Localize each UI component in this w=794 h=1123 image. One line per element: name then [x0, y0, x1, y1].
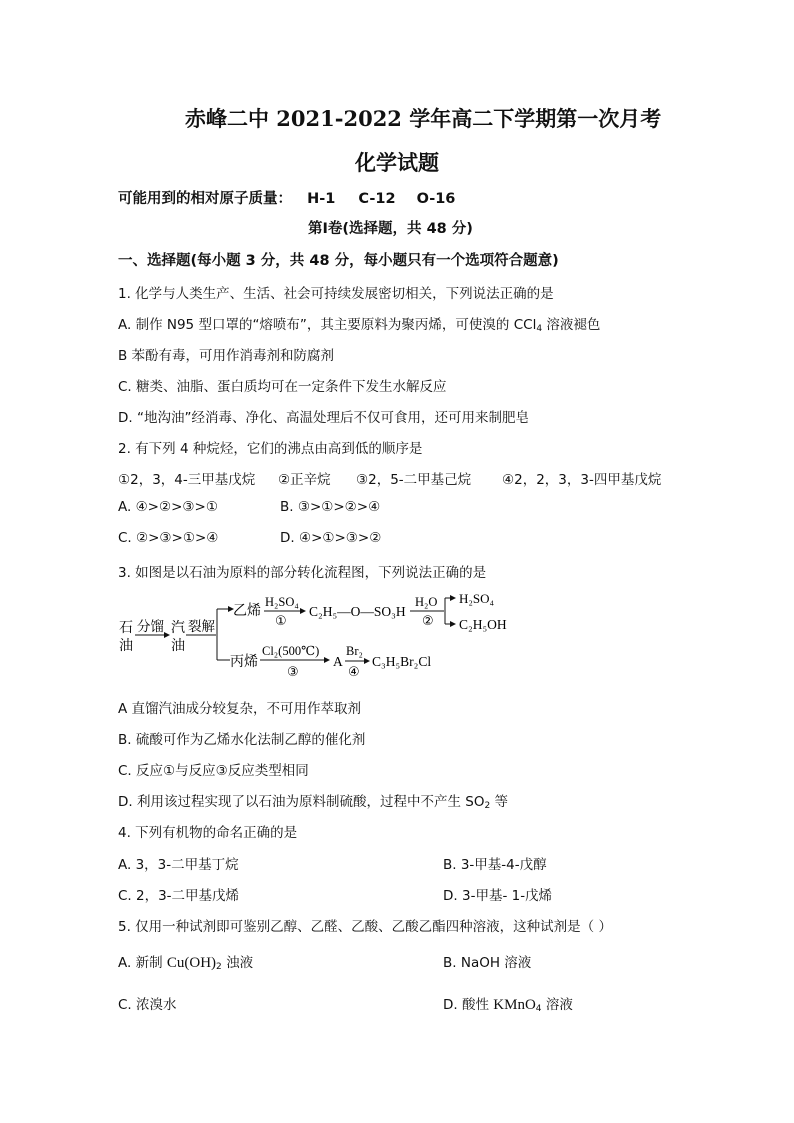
- flow-r1-product: C₂H₅—O—SO₃H: [309, 604, 406, 619]
- flow-propylene: 丙烯: [230, 654, 258, 670]
- flow-r2-product-1: H₂SO₄: [459, 591, 495, 606]
- flow-r1-reagent: H₂SO₄: [265, 595, 299, 609]
- atomic-mass-o: O-16: [416, 191, 456, 207]
- flow-gasoline-top: 汽: [171, 620, 185, 636]
- atomic-mass-c: C-12: [358, 191, 396, 207]
- q2-item-2: ②正辛烷: [278, 472, 331, 488]
- atomic-mass-h: H-1: [307, 191, 336, 207]
- q5-option-c: C. 浓溴水: [118, 997, 177, 1013]
- q2-option-d: D. ④>①>③>②: [280, 530, 382, 546]
- flow-r4-reagent: Br₂: [346, 644, 363, 658]
- q1-option-b: B 苯酚有毒，可用作消毒剂和防腐剂: [118, 348, 335, 364]
- q1-option-c: C. 糖类、油脂、蛋白质均可在一定条件下发生水解反应: [118, 379, 447, 395]
- flow-r3-reagent: Cl₂(500℃): [262, 644, 320, 658]
- part-heading: 一、选择题(每小题 3 分，共 48 分，每小题只有一个选项符合题意): [118, 253, 559, 269]
- q5-option-b: B. NaOH 溶液: [443, 955, 532, 971]
- q2-item-3: ③2，5-二甲基己烷: [356, 472, 472, 488]
- q5-a-post: 浊液: [221, 955, 254, 971]
- flow-r4-number: ④: [348, 665, 360, 680]
- q5-d-pre: D. 酸性: [443, 997, 494, 1013]
- q3-stem: 3. 如图是以石油为原料的部分转化流程图，下列说法正确的是: [118, 565, 487, 581]
- q3-d-sub: 2: [484, 801, 491, 811]
- q5-d-sub: 4: [535, 1004, 542, 1014]
- flow-r1-number: ①: [275, 614, 287, 629]
- flow-start-bottom: 油: [119, 638, 133, 654]
- atomic-mass-label: 可能用到的相对原子质量：: [118, 191, 292, 207]
- q1-a-sub: 4: [536, 324, 543, 334]
- q4-option-c: C. 2，3-二甲基戊烯: [118, 888, 240, 904]
- q4-option-a: A. 3，3-二甲基丁烷: [118, 857, 239, 873]
- q5-d-post: 溶液: [541, 997, 573, 1013]
- flow-step1-label: 分馏: [137, 619, 164, 635]
- flow-r2-reagent: H₂O: [415, 595, 438, 609]
- q2-item-1: ①2，3，4-三甲基戊烷: [118, 472, 256, 488]
- q2-item-4: ④2，2，3，3-四甲基戊烷: [502, 472, 662, 488]
- flow-r4-product: C₃H₅Br₂Cl: [372, 654, 432, 669]
- q2-option-a: A. ④>②>③>①: [118, 499, 218, 515]
- q3-option-d: [118, 790, 508, 811]
- q3-d-text: D. 利用该过程实现了以石油为原料制硫酸，过程中不产生 SO: [118, 794, 485, 810]
- exam-subtitle: 化学试题: [355, 150, 439, 175]
- flow-start-top: 石: [119, 620, 133, 636]
- q5-option-a: [118, 951, 253, 972]
- q2-stem: 2. 有下列 4 种烷烃，它们的沸点由高到低的顺序是: [118, 441, 423, 457]
- exam-title: 赤峰二中 2021-2022 学年高二下学期第一次月考: [185, 106, 662, 131]
- q2-option-b: B. ③>①>②>④: [280, 499, 381, 515]
- q5-a-sub: 2: [216, 962, 222, 972]
- q4-option-b: B. 3-甲基-4-戊醇: [443, 857, 547, 873]
- flow-r3-number: ③: [287, 665, 299, 680]
- section-title: 第Ⅰ卷(选择题，共 48 分): [308, 221, 473, 237]
- q4-stem: 4. 下列有机物的命名正确的是: [118, 825, 298, 841]
- q3-option-b: B. 硫酸可作为乙烯水化法制乙醇的催化剂: [118, 732, 366, 748]
- q5-a-pre: A. 新制: [118, 955, 167, 971]
- flow-step2-label: 裂解: [188, 619, 215, 635]
- q1-a-tail: 溶液褪色: [542, 317, 601, 333]
- q5-stem: 5. 仅用一种试剂即可鉴别乙醇、乙醛、乙酸、乙酸乙酯四种溶液，这种试剂是（ ）: [118, 919, 612, 935]
- flow-r2-number: ②: [422, 614, 434, 629]
- q1-stem: 1. 化学与人类生产、生活、社会可持续发展密切相关，下列说法正确的是: [118, 286, 554, 302]
- q5-option-d: [443, 993, 573, 1014]
- flow-gasoline-bottom: 油: [171, 638, 185, 654]
- q1-option-d: D. “地沟油”经消毒、净化、高温处理后不仅可食用，还可用来制肥皂: [118, 410, 529, 426]
- q3-option-c: C. 反应①与反应③反应类型相同: [118, 763, 309, 779]
- flow-r2-product-2: C₂H₅OH: [459, 617, 507, 632]
- q5-a-formula: Cu(OH): [166, 955, 217, 971]
- q3-option-a: A 直馏汽油成分较复杂，不可用作萃取剂: [118, 701, 362, 717]
- flow-r3-product: A: [333, 654, 343, 669]
- q3-d-tail: 等: [490, 794, 508, 810]
- q2-option-c: C. ②>③>①>④: [118, 530, 219, 546]
- flow-ethylene: 乙烯: [233, 603, 261, 619]
- q4-option-d: D. 3-甲基- 1-戊烯: [443, 888, 553, 904]
- q5-d-formula: KMnO: [493, 997, 536, 1013]
- q1-a-text: A. 制作 N95 型口罩的“熔喷布”，其主要原料为聚丙烯，可使溴的 CCl: [118, 317, 537, 333]
